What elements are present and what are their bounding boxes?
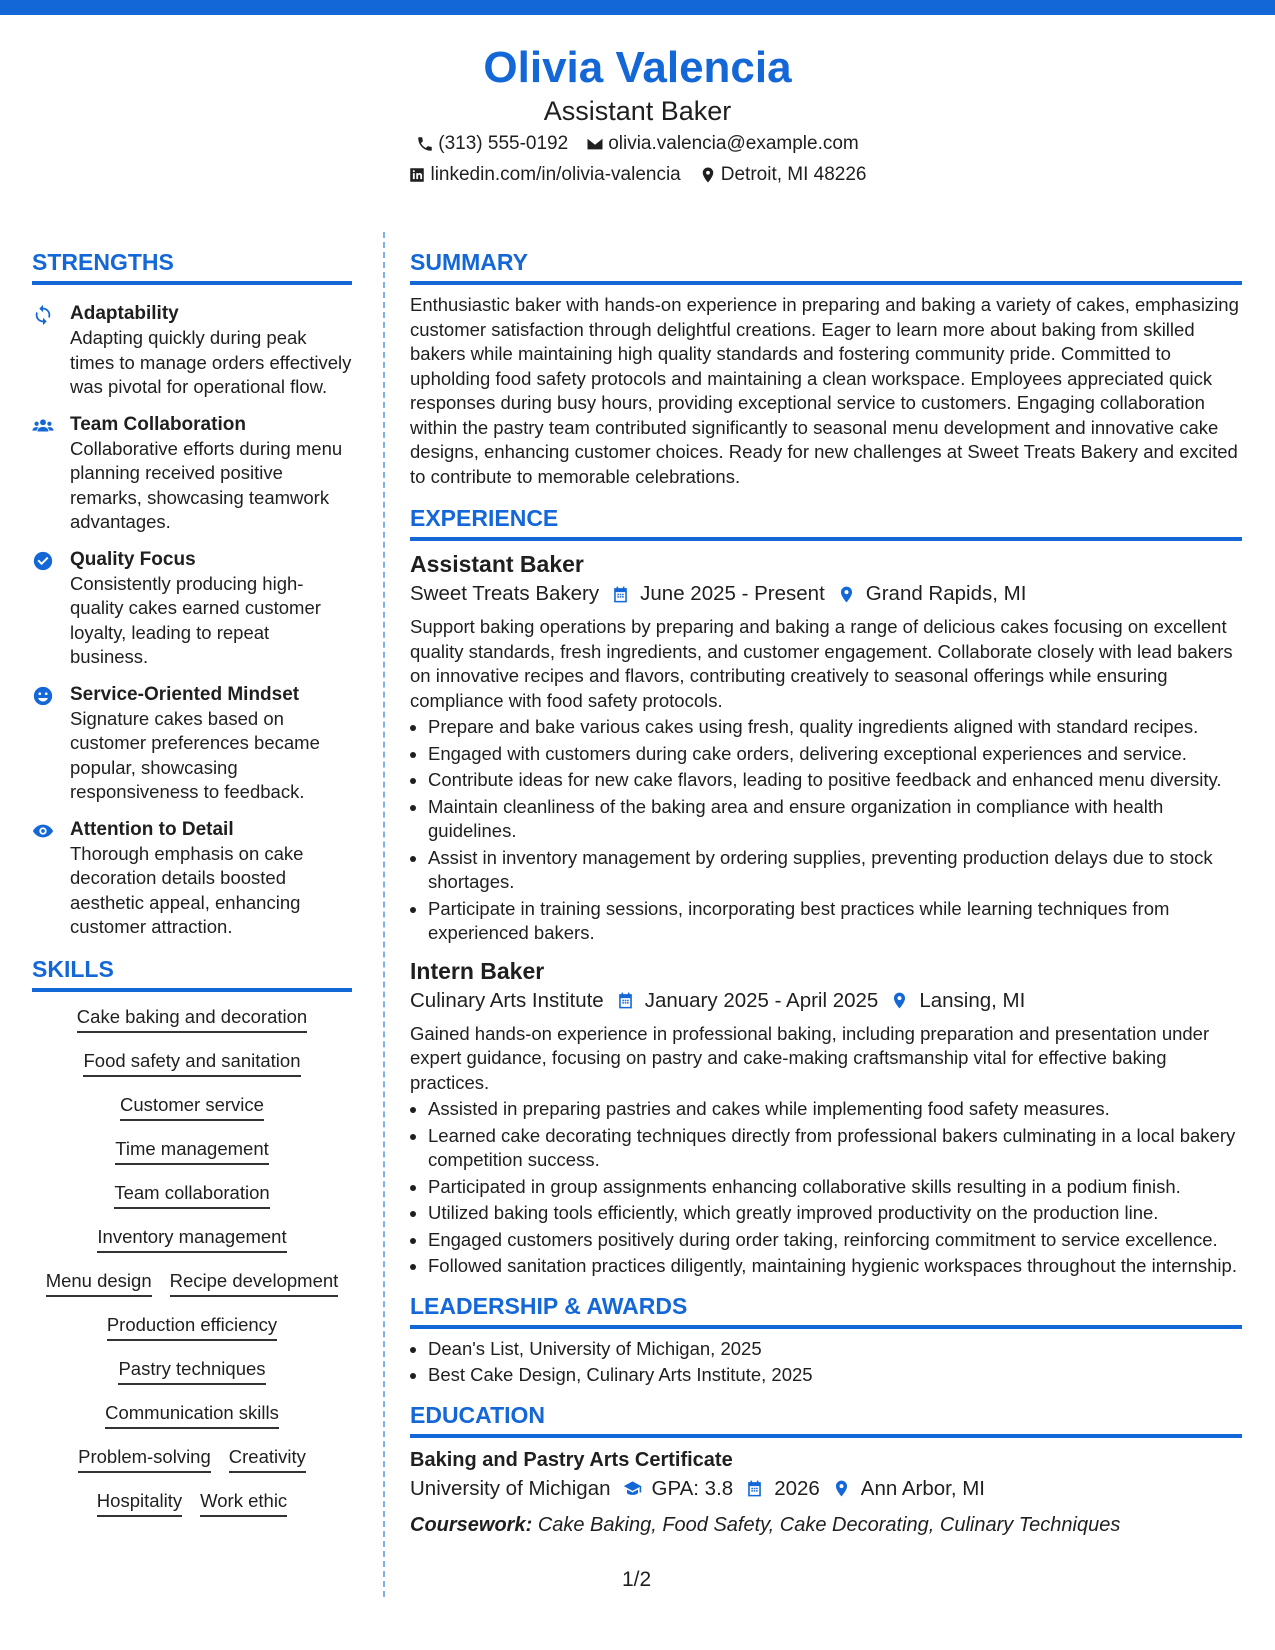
list-item: • Contribute ideas for new cake flavors, leading to positive feedback and enhanced menu diversity. <box>428 768 1242 793</box>
top-accent-bar <box>0 0 1275 15</box>
skill-tag: Customer service <box>120 1092 264 1121</box>
location-text: Detroit, MI 48226 <box>720 164 867 185</box>
list-item: • Learned cake decorating techniques directly from professional bakers culminating in a local bakery competition success. <box>428 1124 1242 1173</box>
check-circle-icon <box>32 550 54 572</box>
education-heading: EDUCATION <box>410 1398 1242 1438</box>
list-item: • Assisted in preparing pastries and cakes while implementing food safety measures. <box>428 1097 1242 1122</box>
map-pin-icon <box>699 166 717 184</box>
skill-tag: Problem-solving <box>78 1444 211 1473</box>
linkedin-contact[interactable] <box>408 159 680 190</box>
list-item: • Followed sanitation practices diligently, maintaining hygienic workspaces throughout the internship. <box>428 1254 1242 1279</box>
job-title: Intern Baker <box>410 957 545 984</box>
strength-desc: Collaborative efforts during menu planning received positive remarks, showcasing teamwork advantages. <box>70 437 343 532</box>
leadership-heading: LEADERSHIP & AWARDS <box>410 1289 1242 1329</box>
skills-list <box>32 1000 352 1517</box>
phone-icon <box>416 135 434 153</box>
skill-tag: Creativity <box>229 1444 306 1473</box>
job-location: Grand Rapids, MI <box>865 582 1027 605</box>
job-description: Gained hands-on experience in professional baking, including preparation and presentation under expert guidance, focusing on pastry and cake-making craftsmanship vital for effective baking practices. <box>410 1022 1210 1093</box>
strength-item <box>32 817 352 940</box>
job-bullets <box>410 1097 1242 1279</box>
list-item: • Maintain cleanliness of the baking area and ensure organization in compliance with health guidelines. <box>428 795 1242 844</box>
envelope-icon <box>586 135 604 153</box>
contact-row-1 <box>0 128 1275 159</box>
users-icon <box>32 415 54 437</box>
contact-row-2 <box>0 159 1275 190</box>
candidate-name: Olivia Valencia <box>483 43 792 92</box>
strength-desc: Thorough emphasis on cake decoration details boosted aesthetic appeal, enhancing customer attraction. <box>70 842 304 937</box>
skill-tag: Team collaboration <box>114 1180 269 1209</box>
job-entry <box>410 549 1242 946</box>
coursework-text: Cake Baking, Food Safety, Cake Decorating, Culinary Techniques <box>537 1513 1121 1536</box>
coursework <box>410 1510 1242 1540</box>
list-item: • Best Cake Design, Culinary Arts Institute, 2025 <box>428 1363 1242 1388</box>
list-item: • Dean's List, University of Michigan, 2025 <box>428 1337 1242 1362</box>
strength-item <box>32 682 352 805</box>
skill-tag: Food safety and sanitation <box>83 1048 300 1077</box>
map-pin-icon <box>837 585 856 604</box>
job-company: Sweet Treats Bakery <box>410 582 600 605</box>
strength-item <box>32 412 352 535</box>
page-number: 1/2 <box>622 1568 652 1591</box>
calendar-icon <box>745 1479 764 1498</box>
strengths-heading: STRENGTHS <box>32 245 352 285</box>
list-item: • Assist in inventory management by ordering supplies, preventing production delays due to stock shortages. <box>428 846 1242 895</box>
job-meta <box>410 986 1242 1016</box>
experience-heading: EXPERIENCE <box>410 501 1242 541</box>
summary-heading: SUMMARY <box>410 245 1242 285</box>
skill-tag: Time management <box>115 1136 269 1165</box>
calendar-icon <box>611 585 630 604</box>
strength-desc: Signature cakes based on customer preferences became popular, showcasing responsiveness to feedback. <box>70 707 320 802</box>
right-column <box>410 245 1242 1540</box>
job-description: Support baking operations by preparing and baking a range of delicious cakes focusing on excellent quality standards, fresh ingredients, and customer engagement. Collaborate closely with lead bakers on innovative recipes and flavors, contributing creatively to seasonal offerings while ensuring compliance with food safety protocols. <box>410 616 1233 711</box>
sync-icon <box>32 304 54 326</box>
strengths-list <box>32 293 352 940</box>
strength-title: Quality Focus <box>70 548 196 570</box>
list-item: • Participate in training sessions, incorporating best practices while learning techniques from experienced bakers. <box>428 897 1242 946</box>
list-item: • Participated in group assignments enhancing collaborative skills resulting in a podium finish. <box>428 1175 1242 1200</box>
strength-title: Attention to Detail <box>70 818 234 840</box>
degree-title: Baking and Pastry Arts Certificate <box>410 1448 733 1471</box>
resume-header <box>0 40 1275 190</box>
job-dates: June 2025 - Present <box>640 582 825 605</box>
strength-desc: Consistently producing high-quality cakes earned customer loyalty, leading to repeat business. <box>70 572 321 667</box>
skill-tag: Menu design <box>46 1268 152 1297</box>
skill-tag: Inventory management <box>97 1224 286 1253</box>
job-entry <box>410 956 1242 1279</box>
strength-title: Service-Oriented Mindset <box>70 683 300 705</box>
awards-list <box>410 1337 1242 1388</box>
linkedin-text: linkedin.com/in/olivia-valencia <box>430 164 681 185</box>
job-meta <box>410 579 1242 609</box>
education-year: 2026 <box>774 1476 820 1500</box>
list-item: • Engaged customers positively during order taking, reinforcing commitment to service excellence. <box>428 1228 1242 1253</box>
job-location: Lansing, MI <box>919 988 1026 1012</box>
skill-tag: Recipe development <box>170 1268 339 1297</box>
education-meta <box>410 1474 1242 1504</box>
email-contact[interactable] <box>586 128 859 159</box>
summary-text: Enthusiastic baker with hands-on experience in preparing and baking a variety of cakes, emphasizing customer satisfaction through delightful creations. Eager to learn more about baking from skilled bakers while maintaining high quality standards and fostering community pride. Committed to upholding food safety protocols and maintaining a clean workspace. Employees appreciated quick responses during busy hours, providing exceptional service to customers. Engaging collaboration within the pastry team contributed significantly to seasonal menu development and innovative cake designs, enhancing customer choices. Ready for new challenges at Sweet Treats Bakery and excited to contribute to memorable celebrations. <box>410 294 1239 487</box>
skill-tag: Production efficiency <box>107 1312 277 1341</box>
smile-icon <box>32 685 54 707</box>
education-location: Ann Arbor, MI <box>860 1476 985 1500</box>
email-text: olivia.valencia@example.com <box>608 133 859 154</box>
skill-tag: Communication skills <box>105 1400 279 1429</box>
skill-tag: Cake baking and decoration <box>77 1004 307 1033</box>
list-item: • Engaged with customers during cake orders, delivering exceptional experiences and service. <box>428 742 1242 767</box>
map-pin-icon <box>832 1479 851 1498</box>
linkedin-icon <box>408 166 426 184</box>
skill-tag: Pastry techniques <box>118 1356 265 1385</box>
job-company: Culinary Arts Institute <box>410 988 604 1012</box>
list-item: • Prepare and bake various cakes using fresh, quality ingredients aligned with standard recipes. <box>428 715 1242 740</box>
strength-item <box>32 301 352 400</box>
candidate-title: Assistant Baker <box>543 96 732 126</box>
strength-title: Team Collaboration <box>70 413 246 435</box>
job-title: Assistant Baker <box>410 551 584 577</box>
coursework-label: Coursework: <box>410 1513 533 1536</box>
calendar-icon <box>616 991 635 1010</box>
graduation-cap-icon <box>623 1479 642 1498</box>
school-name: University of Michigan <box>410 1476 611 1500</box>
gpa-text: GPA: 3.8 <box>651 1476 734 1500</box>
phone-text: (313) 555-0192 <box>438 133 569 154</box>
list-item: • Utilized baking tools efficiently, which greatly improved productivity on the production line. <box>428 1201 1242 1226</box>
skill-tag: Hospitality <box>97 1488 182 1517</box>
skills-heading: SKILLS <box>32 952 352 992</box>
skill-tag: Work ethic <box>200 1488 287 1517</box>
column-divider <box>383 232 385 1597</box>
map-pin-icon <box>890 991 909 1010</box>
left-column <box>32 245 352 1532</box>
strength-desc: Adapting quickly during peak times to manage orders effectively was pivotal for operational flow. <box>70 327 352 397</box>
job-dates: January 2025 - April 2025 <box>644 988 879 1012</box>
strength-title: Adaptability <box>70 303 179 324</box>
location-contact <box>699 159 867 190</box>
phone-contact[interactable] <box>416 128 568 159</box>
strength-item <box>32 547 352 670</box>
job-bullets <box>410 715 1242 946</box>
eye-icon <box>32 820 54 842</box>
